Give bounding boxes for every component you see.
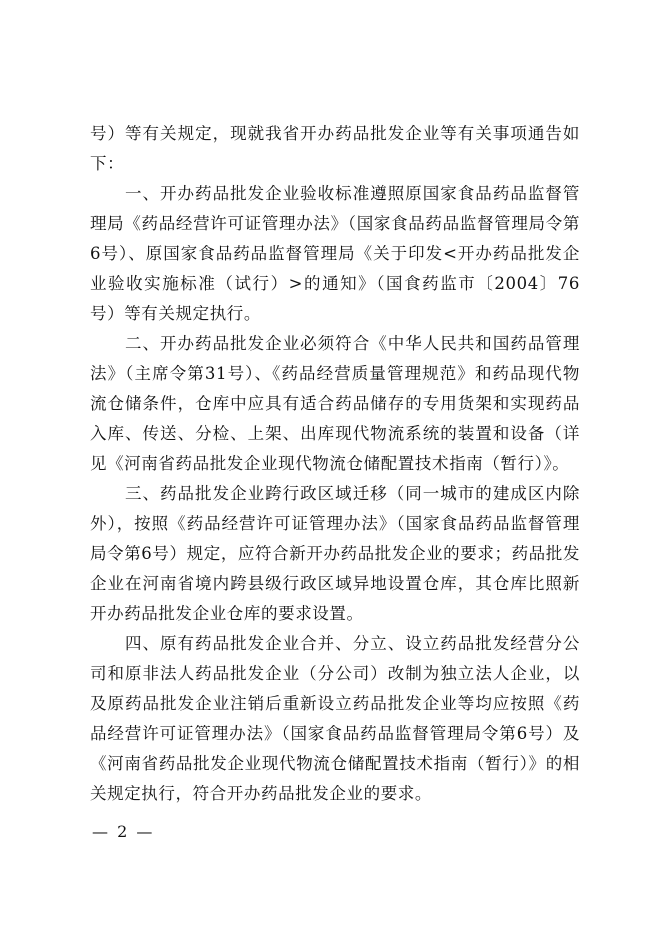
paragraph-item-2: 二、开办药品批发企业必须符合《中华人民共和国药品管理法》（主席令第31号）、《药品经营质量管理规范》和药品现代物流仓储条件，仓库中应具有适合药品储存的专用货架和实现药品入库、传送、分检、上架、出库现代物流系统的装置和设备（详见《河南省药品批发企业现代物流仓储配置技术指南（暂行）》。 [90, 334, 580, 473]
paragraph-item-3: 三、药品批发企业跨行政区域迁移（同一城市的建成区内除外），按照《药品经营许可证管理办法》（国家食品药品监督管理局令第6号）规定，应符合新开办药品批发企业的要求；药品批发企业在河南省境内跨县级行政区域异地设置仓库，其仓库比照新开办药品批发企业仓库的要求设置。 [90, 484, 580, 623]
page-number: — 2 — [92, 822, 155, 841]
paragraph-continuation: 号）等有关规定，现就我省开办药品批发企业等有关事项通告如下： [90, 124, 580, 173]
paragraph-item-4: 四、原有药品批发企业合并、分立、设立药品批发经营分公司和原非法人药品批发企业（分公司）改制为独立法人企业，以及原药品批发企业注销后重新设立药品批发企业等均应按照《药品经营许可证管理办法》（国家食品药品监督管理局令第6号）及《河南省药品批发企业现代物流仓储配置技术指南（暂行）》的相关规定执行，符合开办药品批发企业的要求。 [90, 634, 580, 803]
paragraph-item-1: 一、开办药品批发企业验收标准遵照原国家食品药品监督管理局《药品经营许可证管理办法》（国家食品药品监督管理局令第6号）、原国家食品药品监督管理局《关于印发<开办药品批发企业验收实施标准（试行）>的通知》（国食药监市〔2004〕76号）等有关规定执行。 [90, 184, 580, 323]
document-body [90, 119, 580, 809]
